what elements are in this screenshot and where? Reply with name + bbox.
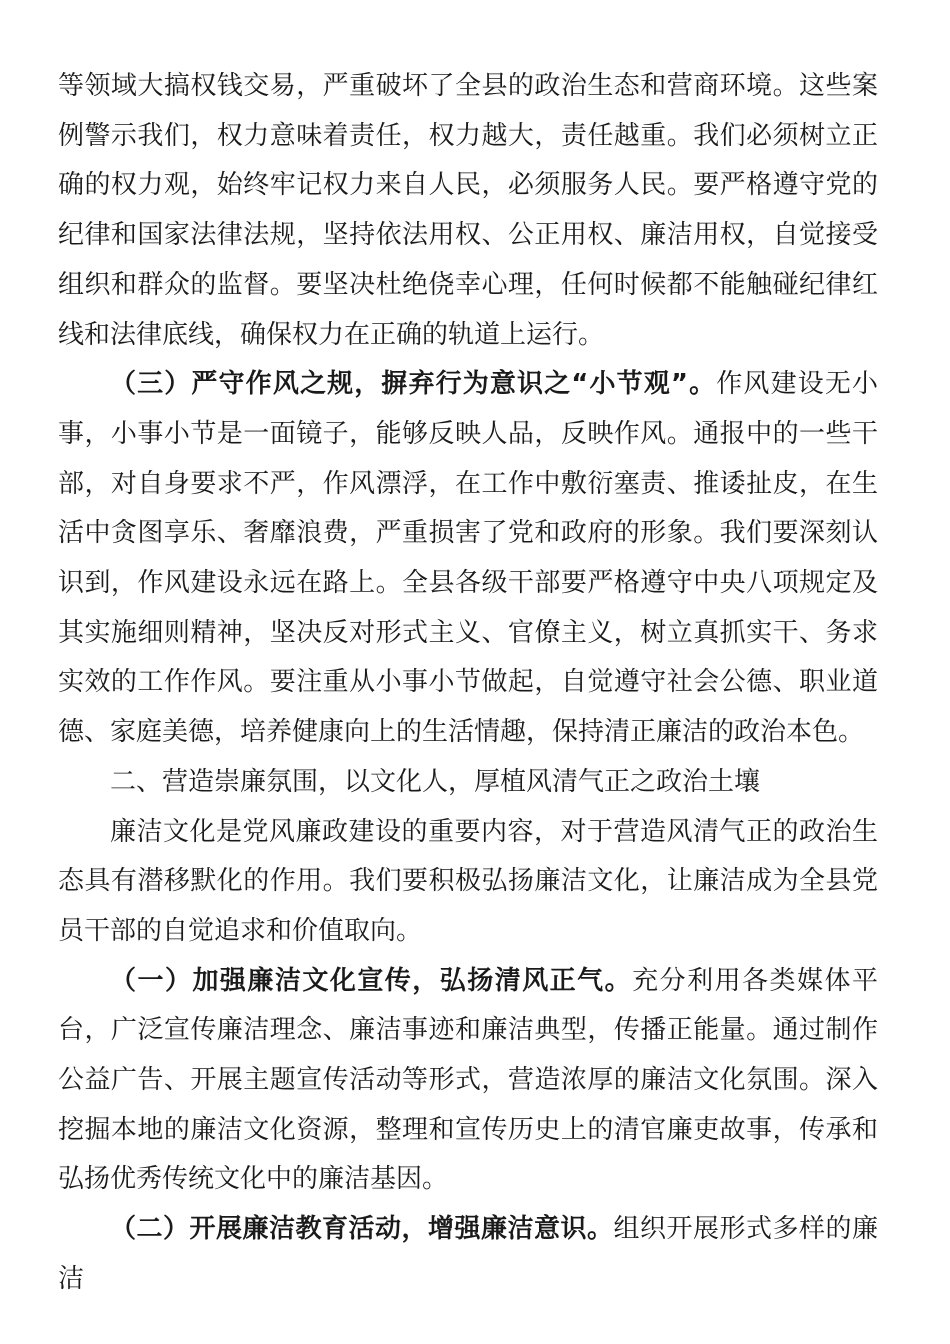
paragraph-integrity-publicity — [58, 957, 878, 1206]
subheading-work-style: （三）严守作风之规，摒弃行为意识之“小节观”。 — [110, 369, 717, 400]
paragraph-integrity-education-body: 组织开展形式多样的廉洁 — [58, 1214, 878, 1294]
paragraph-integrity-education — [58, 1205, 878, 1304]
paragraph-power-view: 等领域大搞权钱交易，严重破坏了全县的政治生态和营商环境。这些案例警示我们，权力意味着责任，权力越大，责任越重。我们必须树立正确的权力观，始终牢记权力来自人民，必须服务人民。要严格遵守党的纪律和国家法律法规，坚持依法用权、公正用权、廉洁用权，自觉接受组织和群众的监督。要坚决杜绝侥幸心理，任何时候都不能触碰纪律红线和法律底线，确保权力在正确的轨道上运行。 — [58, 71, 878, 350]
paragraph-integrity-culture-intro: 廉洁文化是党风廉政建设的重要内容，对于营造风清气正的政治生态具有潜移默化的作用。我们要积极弘扬廉洁文化，让廉洁成为全县党员干部的自觉追求和价值取向。 — [58, 816, 878, 946]
subheading-integrity-education: （二）开展廉洁教育活动，增强廉洁意识。 — [110, 1214, 614, 1245]
paragraph-integrity-publicity-body: 充分利用各类媒体平台，广泛宣传廉洁理念、廉洁事迹和廉洁典型，传播正能量。通过制作公益广告、开展主题宣传活动等形式，营造浓厚的廉洁文化氛围。深入挖掘本地的廉洁文化资源，整理和宣传历史上的清官廉吏故事，传承和弘扬优秀传统文化中的廉洁基因。 — [58, 965, 878, 1195]
paragraph-work-style-body: 作风建设无小事，小事小节是一面镜子，能够反映人品，反映作风。通报中的一些干部，对自身要求不严，作风漂浮，在工作中敷衍塞责、推诿扯皮，在生活中贪图享乐、奢靡浪费，严重损害了党和政府的形象。我们要深刻认识到，作风建设永远在路上。全县各级干部要严格遵守中央八项规定及其实施细则精神，坚决反对形式主义、官僚主义，树立真抓实干、务求实效的工作作风。要注重从小事小节做起，自觉遵守社会公德、职业道德、家庭美德，培养健康向上的生活情趣，保持清正廉洁的政治本色。 — [58, 369, 878, 748]
subheading-integrity-publicity: （一）加强廉洁文化宣传，弘扬清风正气。 — [110, 965, 633, 996]
paragraph-work-style — [58, 360, 878, 758]
section-title-integrity-culture: 二、营造崇廉氛围，以文化人，厚植风清气正之政治土壤 — [110, 766, 761, 797]
